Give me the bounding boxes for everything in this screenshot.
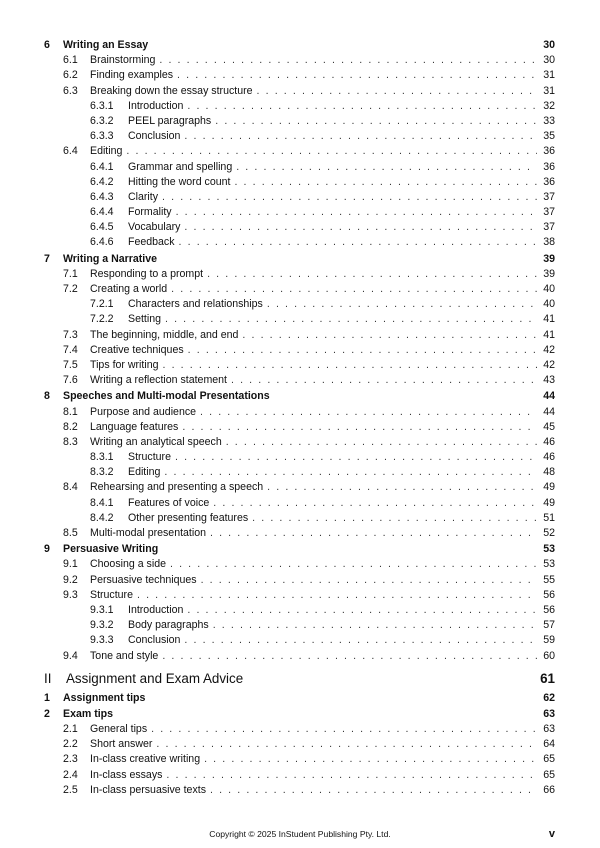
toc-number: 7 [44,252,50,265]
toc-title: Conclusion [128,634,181,647]
toc-section[interactable] [44,480,555,495]
toc-page-number: 42 [543,358,555,371]
toc-title: Clarity [128,190,159,203]
toc-chapter[interactable] [44,38,555,53]
toc-subsection[interactable] [44,114,555,129]
toc-number: 7.2.2 [90,313,114,326]
dot-leader [215,114,537,129]
dot-leader [204,752,537,767]
toc-page-number: 35 [543,130,555,143]
toc-title: Purpose and audience [90,405,197,418]
toc-section[interactable] [44,737,555,752]
toc-subsection[interactable] [44,633,555,648]
toc-page-number: 33 [543,114,555,127]
toc-number: 2.3 [63,753,78,766]
toc-title: Breaking down the essay structure [90,84,253,97]
toc-section[interactable] [44,557,555,572]
toc-page-number: 39 [543,252,555,265]
toc-section[interactable] [44,783,555,798]
dot-leader [151,722,537,737]
toc-section[interactable] [44,343,555,358]
dot-leader [171,282,537,297]
toc-page-number: 64 [543,738,555,751]
toc-subsection[interactable] [44,603,555,618]
toc-title: PEEL paragraphs [128,114,212,127]
toc-subsection[interactable] [44,190,555,205]
dot-leader [213,496,537,511]
toc-page-number: 41 [543,328,555,341]
toc-page-number: 46 [543,435,555,448]
toc-title: Assignment tips [63,691,146,704]
dot-leader [177,68,537,83]
toc-page-number: 44 [543,405,555,418]
dot-leader [257,84,537,99]
toc-page-number: 63 [543,707,555,720]
toc-section[interactable] [44,435,555,450]
toc-part-heading[interactable] [44,670,555,688]
dot-leader [162,358,537,373]
toc-chapter[interactable] [44,691,555,706]
toc-number: 9 [44,543,50,556]
toc-subsection[interactable] [44,129,555,144]
dot-leader [176,205,537,220]
toc-page-number: 43 [543,374,555,387]
dot-leader [242,328,537,343]
toc-title: Assignment and Exam Advice [66,670,244,686]
toc-number: 9.3 [63,588,78,601]
toc-subsection[interactable] [44,450,555,465]
toc-number: 9.4 [63,649,78,662]
toc-title: Writing an Essay [63,39,149,51]
toc-title: Rehearsing and presenting a speech [90,481,264,494]
toc-number: 6.3.3 [90,130,114,143]
toc-title: Tone and style [90,649,159,662]
dot-leader [159,53,537,68]
toc-section[interactable] [44,358,555,373]
toc-number: 6.4 [63,145,78,158]
toc-title: Choosing a side [90,558,166,571]
toc-title: Hitting the word count [128,175,231,188]
toc-number: 8.5 [63,527,78,539]
toc-number: 9.3.2 [90,619,114,632]
dot-leader [187,603,537,618]
dot-leader [187,99,537,114]
toc-page-number: 65 [543,753,555,766]
toc-section[interactable] [44,649,555,664]
toc-title: In-class persuasive texts [90,783,206,796]
toc-section[interactable] [44,722,555,737]
toc-page-number: 44 [543,390,555,403]
toc-number: 2.5 [63,783,78,796]
toc-title: In-class essays [90,768,163,781]
dot-leader [126,144,537,159]
toc-chapter[interactable] [44,252,555,267]
dot-leader [252,511,537,526]
toc-title: Other presenting features [128,511,249,524]
toc-page-number: 49 [543,496,555,509]
toc-section[interactable] [44,526,555,541]
dot-leader [213,618,537,633]
toc-title: Structure [128,451,171,464]
toc-number: 8.3.1 [90,451,114,464]
toc-page-number: 37 [543,206,555,219]
toc-title: Introduction [128,99,184,112]
toc-title: Exam tips [63,707,114,720]
toc-title: Conclusion [128,130,181,143]
dot-leader [234,175,537,190]
toc-section[interactable] [44,84,555,99]
toc-title: Grammar and spelling [128,160,233,173]
toc-title: Vocabulary [128,221,181,234]
toc-title: Tips for writing [90,358,159,371]
toc-page-number: 57 [543,619,555,632]
toc-number: 7.5 [63,358,78,371]
toc-title: Creating a world [90,283,168,295]
toc-section[interactable] [44,267,555,282]
toc-number: 6.1 [63,54,78,67]
toc-subsection[interactable] [44,297,555,312]
toc-number: 6.3.1 [90,99,114,112]
toc-page-number: 36 [543,175,555,188]
toc-number: 6 [44,39,50,51]
toc-title: Responding to a prompt [90,267,204,280]
toc-page-number: 31 [543,69,555,82]
toc-title: The beginning, middle, and end [90,328,239,341]
toc-title: Brainstorming [90,54,156,67]
toc-title: Characters and relationships [128,298,263,311]
toc-page-number: 56 [543,588,555,601]
toc-section[interactable] [44,405,555,420]
toc-number: 6.4.4 [90,206,114,219]
dot-leader [182,420,537,435]
toc-number: 9.3.3 [90,634,114,647]
toc-title: Writing an analytical speech [90,435,222,448]
dot-leader [184,220,537,235]
toc-section[interactable] [44,282,555,297]
dot-leader [166,768,537,783]
toc-page-number: 32 [543,99,555,112]
toc-page-number: 51 [543,511,555,524]
toc-title: Feedback [128,236,175,249]
dot-leader [165,312,537,327]
toc-number: 6.4.3 [90,190,114,203]
toc-title: Editing [90,145,123,158]
toc-number: 8 [44,390,50,403]
toc-page-number: 65 [543,768,555,781]
toc-section[interactable] [44,68,555,83]
toc-number: 8.4.1 [90,496,114,509]
toc-number: 7.2.1 [90,298,114,311]
dot-leader [184,129,537,144]
toc-number: 2 [44,707,50,720]
toc-page-number: 56 [543,603,555,616]
toc-number: 6.4.2 [90,175,114,188]
toc-page-number: 45 [543,420,555,433]
toc-section[interactable] [44,420,555,435]
toc-title: Introduction [128,603,184,616]
toc-section[interactable] [44,752,555,767]
toc-number: 7.2 [63,283,78,295]
dot-leader [226,435,537,450]
toc-page-number: 37 [543,190,555,203]
page-footer [0,828,600,842]
toc-title: Body paragraphs [128,619,209,632]
dot-leader [207,267,537,282]
toc-number: 6.2 [63,69,78,82]
toc-chapter[interactable] [44,542,555,557]
toc-page-number: 42 [543,343,555,356]
toc-section[interactable] [44,573,555,588]
toc-page-number: 63 [543,723,555,736]
toc-subsection[interactable] [44,511,555,526]
dot-leader [162,190,537,205]
dot-leader [210,526,537,541]
dot-leader [210,783,537,798]
toc-number: 8.3 [63,435,78,448]
toc-section[interactable] [44,373,555,388]
toc-page-number: 59 [543,634,555,647]
toc-title: Persuasive techniques [90,573,197,586]
toc-page-number: 49 [543,481,555,494]
toc-number: 9.3.1 [90,603,114,616]
toc-subsection[interactable] [44,496,555,511]
toc-number: 7.3 [63,328,78,341]
copyright-notice: Copyright © 2025 InStudent Publishing Pty. Ltd. [209,829,391,839]
toc-page-number: 53 [543,543,555,556]
toc-number: 7.1 [63,267,78,280]
toc-number: II [44,670,52,686]
toc-section[interactable] [44,53,555,68]
toc-section[interactable] [44,588,555,603]
toc-page-number: 41 [543,313,555,326]
toc-subsection[interactable] [44,99,555,114]
toc-page-number: 39 [543,267,555,280]
toc-number: 7.6 [63,374,78,387]
toc-number: 2.1 [63,723,78,736]
toc-number: 6.4.1 [90,160,114,173]
toc-number: 8.3.2 [90,466,114,479]
toc-title: Formality [128,206,172,219]
toc-page-number: 61 [540,670,555,686]
toc-page-number: 55 [543,573,555,586]
toc-chapter[interactable] [44,389,555,404]
toc-page-number: 53 [543,558,555,571]
toc-subsection[interactable] [44,160,555,175]
toc-page-number: 46 [543,451,555,464]
toc-page-number: 31 [543,84,555,97]
dot-leader [267,297,537,312]
toc-number: 6.3 [63,84,78,97]
toc-number: 2.2 [63,738,78,751]
toc-subsection[interactable] [44,175,555,190]
toc-page-number: 60 [543,649,555,662]
toc-number: 9.1 [63,558,78,571]
toc-number: 6.4.6 [90,236,114,249]
dot-leader [236,160,537,175]
dot-leader [267,480,537,495]
toc-page-number: 30 [543,54,555,67]
toc-title: Structure [90,588,133,601]
toc-page-number: 66 [543,783,555,796]
toc-subsection[interactable] [44,235,555,250]
toc-page-number: 37 [543,221,555,234]
toc-subsection[interactable] [44,465,555,480]
toc-section[interactable] [44,768,555,783]
dot-leader [175,450,537,465]
toc-subsection[interactable] [44,220,555,235]
toc-title: General tips [90,723,148,736]
dot-leader [170,557,537,572]
dot-leader [201,573,537,588]
toc-subsection[interactable] [44,618,555,633]
dot-leader [179,235,537,250]
toc-page-number: 36 [543,160,555,173]
toc-number: 1 [44,691,50,704]
toc-title: Creative techniques [90,343,184,356]
toc-page-number: 40 [543,283,555,295]
toc-number: 8.4 [63,481,78,494]
toc-title: Finding examples [90,69,174,82]
toc-page-number: 38 [543,236,555,249]
dot-leader [164,465,537,480]
toc-page-number: 62 [543,691,555,704]
toc-number: 8.1 [63,405,78,418]
toc-page-number: 30 [543,39,555,51]
toc-subsection[interactable] [44,205,555,220]
toc-title: Persuasive Writing [63,543,159,556]
toc-number: 2.4 [63,768,78,781]
toc-chapter[interactable] [44,707,555,722]
toc-title: Setting [128,313,161,326]
toc-title: Writing a Narrative [63,252,157,265]
dot-leader [184,633,537,648]
dot-leader [162,649,537,664]
toc-section[interactable] [44,144,555,159]
toc-page-number: 52 [543,527,555,539]
toc-page-number: 36 [543,145,555,158]
toc-title: Editing [128,466,161,479]
toc-page-number: 40 [543,298,555,311]
toc-number: 8.4.2 [90,511,114,524]
dot-leader [188,343,537,358]
toc-title: In-class creative writing [90,753,201,766]
toc-page-number: 48 [543,466,555,479]
toc-number: 6.4.5 [90,221,114,234]
table-of-contents [44,38,555,798]
toc-title: Speeches and Multi-modal Presentations [63,390,270,403]
toc-subsection[interactable] [44,312,555,327]
dot-leader [156,737,537,752]
toc-title: Features of voice [128,496,210,509]
dot-leader [137,588,537,603]
toc-title: Multi-modal presentation [90,527,206,539]
dot-leader [231,373,537,388]
toc-section[interactable] [44,328,555,343]
toc-title: Short answer [90,738,153,751]
toc-number: 6.3.2 [90,114,114,127]
page-number: v [548,828,555,840]
toc-title: Language features [90,420,179,433]
toc-number: 8.2 [63,420,78,433]
toc-title: Writing a reflection statement [90,374,227,387]
dot-leader [200,405,537,420]
toc-number: 9.2 [63,573,78,586]
toc-number: 7.4 [63,343,78,356]
